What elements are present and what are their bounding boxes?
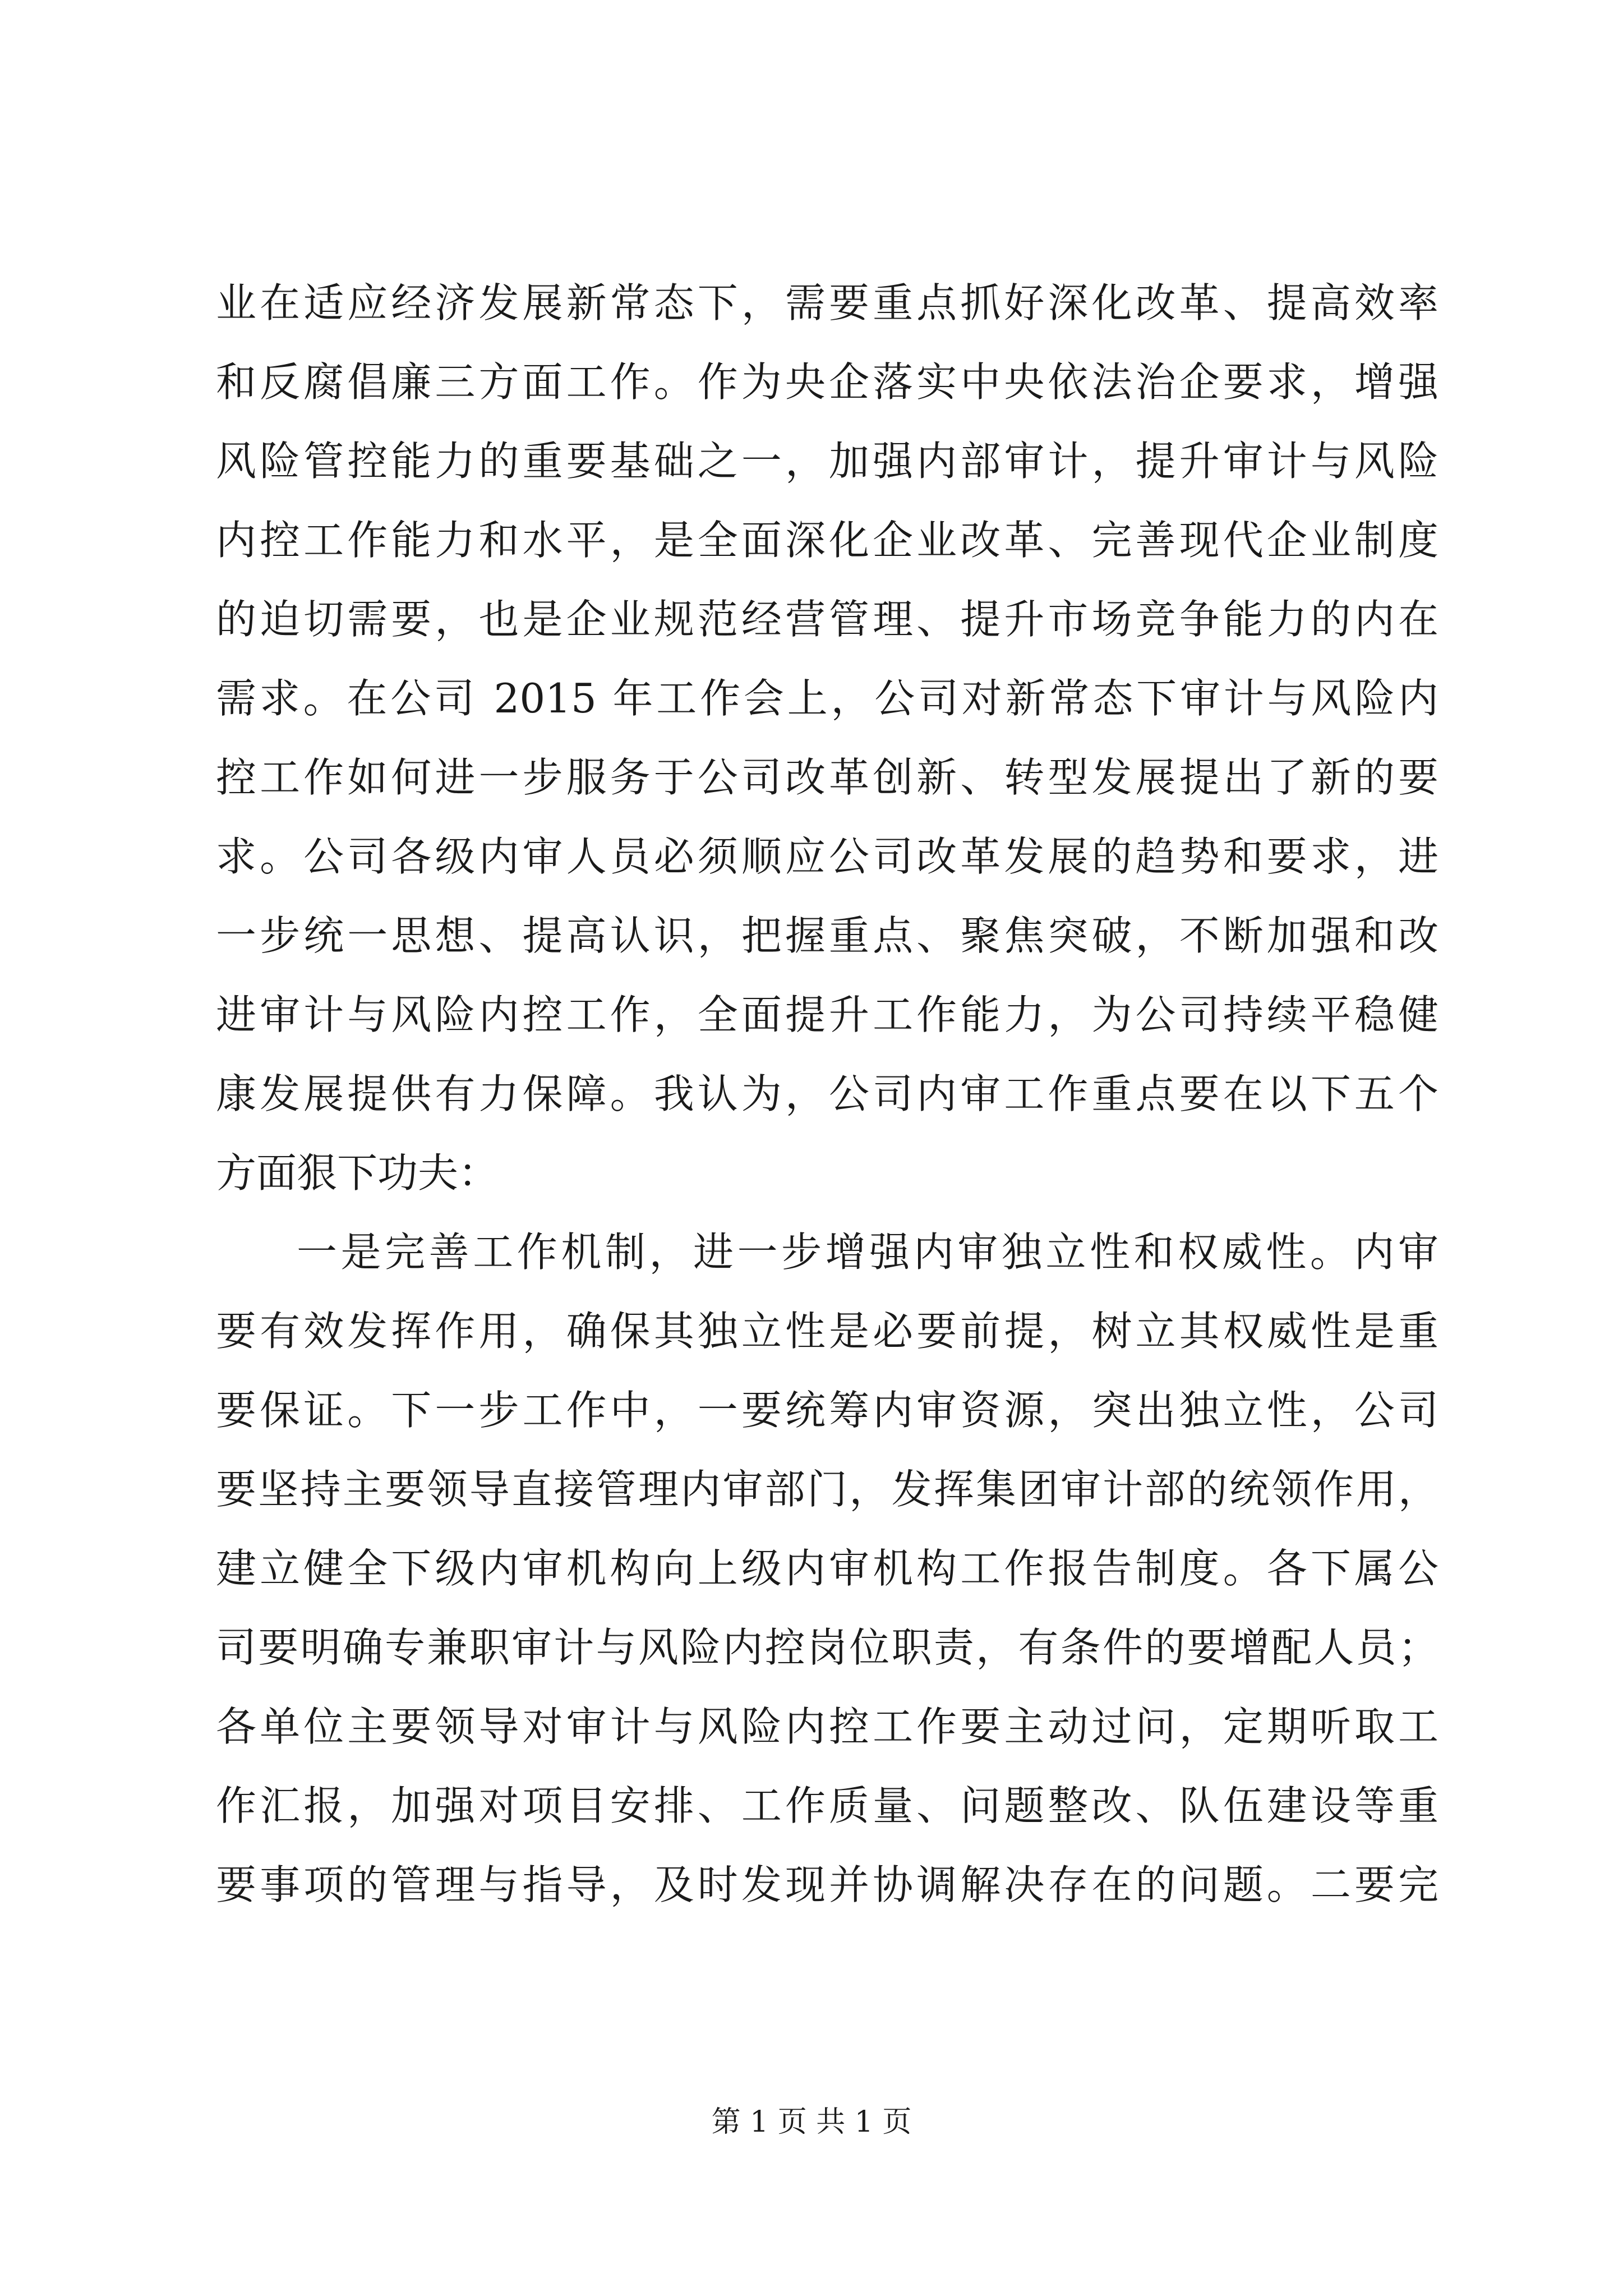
text-line: 和反腐倡廉三方面工作。作为央企落实中央依法治企要求，增强 — [216, 358, 1438, 406]
text-line: 要有效发挥作用，确保其独立性是必要前提，树立其权威性是重 — [216, 1308, 1438, 1355]
text-line: 要保证。下一步工作中，一要统筹内审资源，突出独立性，公司 — [216, 1387, 1438, 1434]
text-line: 风险管控能力的重要基础之一，加强内部审计，提升审计与风险 — [216, 438, 1438, 485]
text-line: 建立健全下级内审机构向上级内审机构工作报告制度。各下属公 — [216, 1545, 1438, 1592]
text-line: 进审计与风险内控工作，全面提升工作能力，为公司持续平稳健 — [216, 991, 1438, 1038]
text-line: 的迫切需要，也是企业规范经营管理、提升市场竞争能力的内在 — [216, 596, 1438, 643]
text-line: 康发展提供有力保障。我认为，公司内审工作重点要在以下五个 — [216, 1070, 1438, 1117]
text-line: 司要明确专兼职审计与风险内控岗位职责，有条件的要增配人员； — [216, 1624, 1438, 1671]
paragraph-first-line: 一是完善工作机制，进一步增强内审独立性和权威性。内审 — [297, 1228, 1438, 1276]
text-line: 内控工作能力和水平，是全面深化企业改革、完善现代企业制度 — [216, 517, 1438, 564]
page-number: 第 1 页 共 1 页 — [711, 2105, 912, 2139]
text-line: 各单位主要领导对审计与风险内控工作要主动过问，定期听取工 — [216, 1703, 1438, 1750]
text-line: 求。公司各级内审人员必须顺应公司改革发展的趋势和要求，进 — [216, 833, 1438, 880]
text-line: 要事项的管理与指导，及时发现并协调解决存在的问题。二要完 — [216, 1861, 1438, 1908]
text-line: 需求。在公司 2015 年工作会上，公司对新常态下审计与风险内 — [216, 675, 1438, 722]
text-line: 方面狠下功夫： — [216, 1149, 499, 1197]
text-line: 一步统一思想、提高认识，把握重点、聚焦突破，不断加强和改 — [216, 912, 1438, 959]
text-line: 业在适应经济发展新常态下，需要重点抓好深化改革、提高效率 — [216, 279, 1438, 326]
text-line: 要坚持主要领导直接管理内审部门，发挥集团审计部的统领作用， — [216, 1466, 1438, 1513]
document-body — [216, 264, 1438, 1925]
page-footer — [0, 2098, 1623, 2140]
text-line: 作汇报，加强对项目安排、工作质量、问题整改、队伍建设等重 — [216, 1782, 1438, 1829]
text-line: 控工作如何进一步服务于公司改革创新、转型发展提出了新的要 — [216, 754, 1438, 801]
